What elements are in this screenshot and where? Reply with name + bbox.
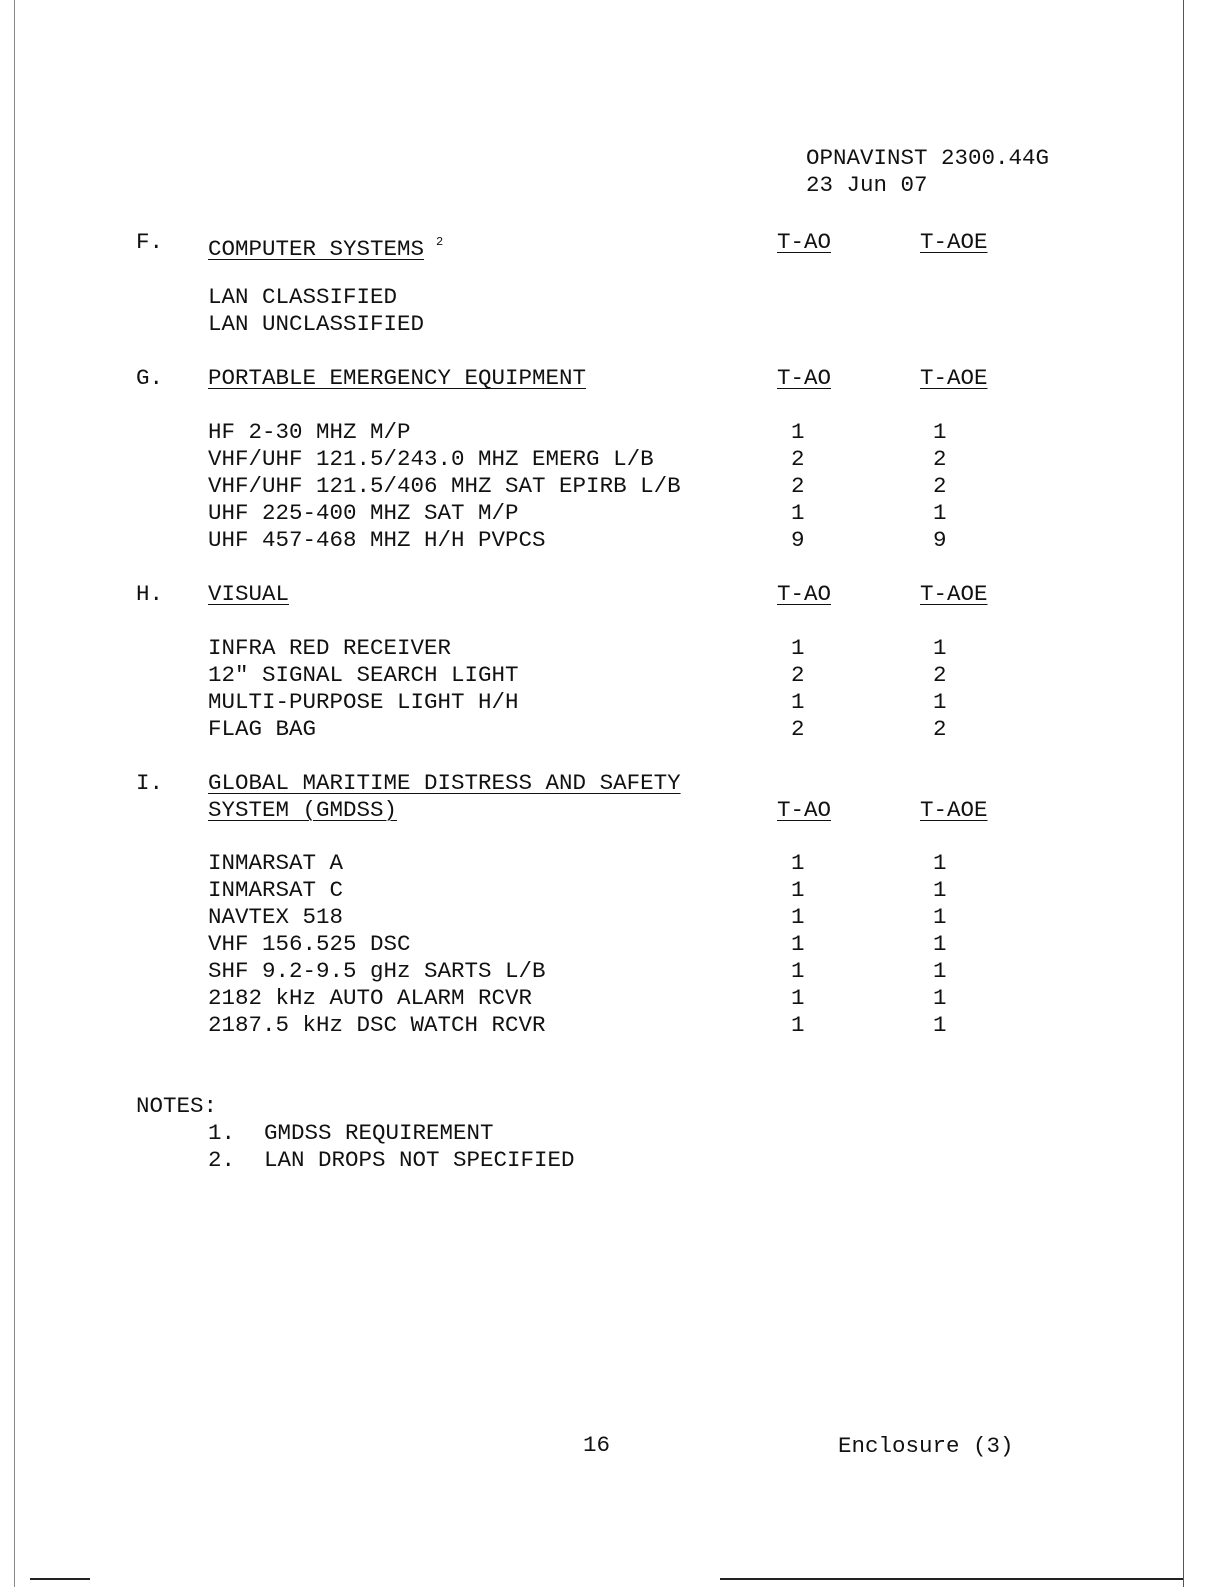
section-i-item-taoe: 1: [933, 904, 947, 930]
section-h-title: VISUAL: [208, 581, 290, 607]
section-i-item-label: 2182 kHz AUTO ALARM RCVR: [208, 985, 533, 1011]
section-i-item-label: VHF 156.525 DSC: [208, 931, 411, 957]
note-text: LAN DROPS NOT SPECIFIED: [264, 1147, 575, 1173]
section-i-col-tao: T-AO: [777, 797, 832, 823]
section-i-title-line2: SYSTEM (GMDSS): [208, 797, 398, 823]
section-g-item-label: HF 2-30 MHZ M/P: [208, 419, 411, 445]
page-number: 16: [583, 1432, 611, 1458]
scan-edge-right: [1183, 0, 1184, 1587]
section-f-col-taoe: T-AOE: [920, 229, 988, 255]
note-text: GMDSS REQUIREMENT: [264, 1120, 494, 1146]
section-i-item-label: INMARSAT A: [208, 850, 344, 876]
section-i-item-tao: 1: [791, 877, 805, 903]
section-h-col-tao: T-AO: [777, 581, 832, 607]
section-i-item-tao: 1: [791, 931, 805, 957]
section-h-item-label: 12″ SIGNAL SEARCH LIGHT: [208, 662, 519, 688]
notes-heading: NOTES:: [136, 1093, 218, 1119]
section-i-item-tao: 1: [791, 850, 805, 876]
scan-edge-left: [14, 0, 15, 1587]
scan-edge-bottom: [720, 1578, 1183, 1580]
section-h-item-taoe: 2: [933, 716, 947, 742]
section-g-item-taoe: 1: [933, 419, 947, 445]
enclosure-label: Enclosure (3): [838, 1433, 1014, 1459]
section-h-item-tao: 1: [791, 635, 805, 661]
section-i-item-label: INMARSAT C: [208, 877, 344, 903]
section-g-item-label: UHF 457-468 MHZ H/H PVPCS: [208, 527, 546, 553]
section-f-letter: F.: [136, 229, 164, 255]
section-f-col-tao: T-AO: [777, 229, 832, 255]
section-g-item-tao: 9: [791, 527, 805, 553]
section-f-title-wrap: [208, 229, 443, 263]
section-i-item-label: 2187.5 kHz DSC WATCH RCVR: [208, 1012, 546, 1038]
document-id: OPNAVINST 2300.44G: [806, 145, 1050, 171]
section-h-item-tao: 1: [791, 689, 805, 715]
section-g-col-tao: T-AO: [777, 365, 832, 391]
section-h-item-taoe: 1: [933, 689, 947, 715]
note-number: 1.: [208, 1120, 236, 1146]
section-i-item-tao: 1: [791, 985, 805, 1011]
section-h-col-taoe: T-AOE: [920, 581, 988, 607]
section-i-title-line1: GLOBAL MARITIME DISTRESS AND SAFETY: [208, 770, 681, 796]
section-f-title: COMPUTER SYSTEMS: [208, 236, 425, 262]
note-number: 2.: [208, 1147, 236, 1173]
section-i-item-tao: 1: [791, 904, 805, 930]
section-g-letter: G.: [136, 365, 164, 391]
section-h-item-label: MULTI-PURPOSE LIGHT H/H: [208, 689, 519, 715]
section-i-item-taoe: 1: [933, 985, 947, 1011]
section-f-item: LAN CLASSIFIED: [208, 284, 398, 310]
section-h-item-taoe: 1: [933, 635, 947, 661]
section-i-item-taoe: 1: [933, 1012, 947, 1038]
section-f-item: LAN UNCLASSIFIED: [208, 311, 425, 337]
section-g-item-label: UHF 225-400 MHZ SAT M/P: [208, 500, 519, 526]
section-h-item-tao: 2: [791, 716, 805, 742]
section-g-item-taoe: 2: [933, 446, 947, 472]
section-i-letter: I.: [136, 770, 164, 796]
section-h-item-label: INFRA RED RECEIVER: [208, 635, 452, 661]
section-i-item-taoe: 1: [933, 958, 947, 984]
section-g-item-tao: 1: [791, 419, 805, 445]
section-g-item-taoe: 9: [933, 527, 947, 553]
section-h-item-taoe: 2: [933, 662, 947, 688]
section-i-item-taoe: 1: [933, 931, 947, 957]
document-date: 23 Jun 07: [806, 172, 928, 198]
section-g-item-taoe: 1: [933, 500, 947, 526]
section-g-title: PORTABLE EMERGENCY EQUIPMENT: [208, 365, 587, 391]
section-i-item-label: NAVTEX 518: [208, 904, 344, 930]
section-h-letter: H.: [136, 581, 164, 607]
section-g-item-label: VHF/UHF 121.5/406 MHZ SAT EPIRB L/B: [208, 473, 681, 499]
section-i-col-taoe: T-AOE: [920, 797, 988, 823]
section-h-item-label: FLAG BAG: [208, 716, 317, 742]
section-g-item-label: VHF/UHF 121.5/243.0 MHZ EMERG L/B: [208, 446, 654, 472]
section-g-item-tao: 2: [791, 446, 805, 472]
section-g-item-tao: 1: [791, 500, 805, 526]
section-h-item-tao: 2: [791, 662, 805, 688]
section-f-footnote: 2: [436, 235, 444, 249]
section-i-item-taoe: 1: [933, 850, 947, 876]
section-g-col-taoe: T-AOE: [920, 365, 988, 391]
scan-edge-bottom-left: [30, 1578, 90, 1580]
section-g-item-taoe: 2: [933, 473, 947, 499]
section-i-item-tao: 1: [791, 1012, 805, 1038]
section-i-item-tao: 1: [791, 958, 805, 984]
section-g-item-tao: 2: [791, 473, 805, 499]
section-i-item-taoe: 1: [933, 877, 947, 903]
section-i-item-label: SHF 9.2-9.5 gHz SARTS L/B: [208, 958, 546, 984]
